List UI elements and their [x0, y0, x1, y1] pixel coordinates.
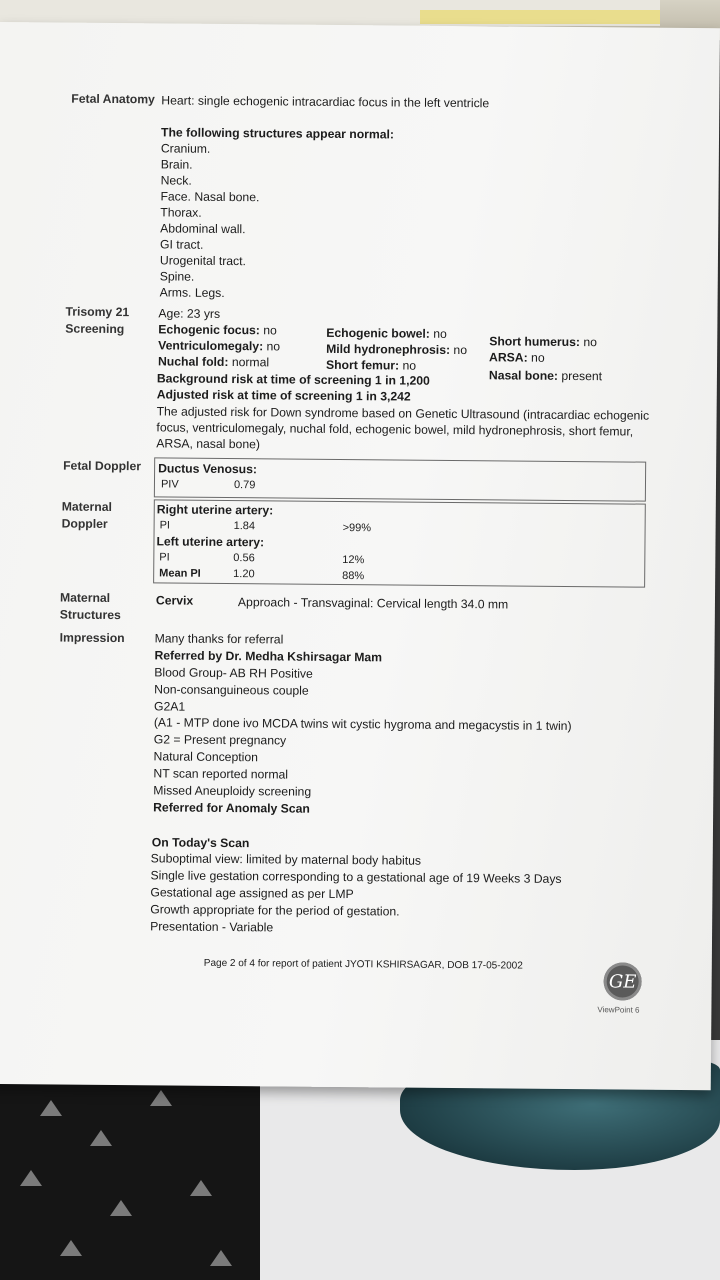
structure-item: Face. Nasal bone.	[160, 189, 260, 205]
short-humerus: Short humerus: no	[489, 334, 597, 350]
piv-value: 0.79	[233, 479, 256, 492]
piv-label: PIV	[160, 478, 179, 491]
risk-note: ARSA, nasal bone)	[156, 436, 261, 452]
impression-line: Missed Aneuploidy screening	[153, 783, 312, 799]
structure-item: Arms. Legs.	[159, 285, 225, 300]
maternal-doppler-label-2: Doppler	[61, 516, 108, 531]
cervix-label: Cervix	[155, 593, 194, 608]
impression-line: Referred by Dr. Medha Kshirsagar Mam	[154, 648, 383, 665]
echogenic-focus: Echogenic focus: no	[158, 322, 277, 338]
todays-scan-line: Gestational age assigned as per LMP	[150, 885, 354, 902]
adjusted-risk: Adjusted risk at time of screening 1 in 3,242	[156, 387, 411, 404]
impression-line: Many thanks for referral	[154, 631, 284, 647]
echogenic-bowel: Echogenic bowel: no	[326, 325, 447, 341]
impression-line: Referred for Anomaly Scan	[153, 800, 310, 816]
cervix-approach: Approach - Transvaginal: Cervical length 34.0 mm	[237, 595, 509, 612]
yellow-highlight	[420, 10, 660, 24]
right-pi-percentile: >99%	[342, 522, 372, 535]
mild-hydronephrosis: Mild hydronephrosis: no	[326, 341, 468, 358]
trisomy-label: Trisomy 21	[65, 304, 130, 320]
mean-pi-value: 1.20	[233, 568, 255, 581]
short-femur: Short femur: no	[325, 357, 417, 373]
structure-item: Brain.	[160, 157, 193, 172]
mean-pi-percentile: 88%	[342, 570, 365, 583]
impression-line: Non-consanguineous couple	[154, 682, 309, 698]
todays-scan-heading: On Today's Scan	[151, 835, 250, 851]
mean-pi-label: Mean PI	[159, 567, 201, 580]
impression-line: (A1 - MTP done ivo MCDA twins wit cystic hygroma and megacystis in 1 twin)	[153, 715, 572, 734]
structure-item: Urogenital tract.	[159, 253, 247, 269]
report-page	[0, 22, 720, 1090]
normal-structures-heading: The following structures appear normal:	[160, 125, 395, 142]
right-pi-value: 1.84	[233, 520, 256, 533]
dark-fabric	[0, 1070, 260, 1280]
maternal-structures-label: Maternal	[59, 590, 111, 605]
left-pi-percentile: 12%	[342, 554, 365, 567]
risk-note: The adjusted risk for Down syndrome based on Genetic Ultrasound (intracardiac echogenic	[156, 404, 650, 423]
todays-scan-line: Suboptimal view: limited by maternal body habitus	[150, 851, 422, 868]
nasal-bone: Nasal bone: present	[488, 368, 603, 384]
todays-scan-line: Growth appropriate for the period of gestation.	[150, 902, 400, 919]
arsa: ARSA: no	[489, 350, 545, 365]
impression-line: NT scan reported normal	[153, 766, 289, 782]
structure-item: Abdominal wall.	[160, 221, 246, 237]
age: Age: 23 yrs	[158, 306, 221, 321]
page-footer: Page 2 of 4 for report of patient JYOTI KSHIRSAGAR, DOB 17-05-2002	[203, 957, 523, 972]
maternal-structures-label-2: Structures	[59, 607, 121, 623]
screening-label: Screening	[65, 321, 125, 337]
structure-item: Cranium.	[160, 141, 211, 156]
maternal-doppler-label: Maternal	[61, 499, 112, 514]
ge-logo: GE	[603, 962, 641, 1000]
right-uterine-artery: Right uterine artery:	[156, 502, 274, 518]
todays-scan-line: Presentation - Variable	[150, 919, 274, 935]
impression-line: Natural Conception	[153, 749, 258, 765]
impression-line: G2A1	[153, 699, 186, 714]
background-risk: Background risk at time of screening 1 in 1,200	[156, 371, 430, 388]
todays-scan-line: Single live gestation corresponding to a gestational age of 19 Weeks 3 Days	[150, 868, 562, 886]
risk-note: focus, ventriculomegaly, nuchal fold, echogenic bowel, mild hydronephrosis, short femur,	[156, 420, 634, 439]
fetal-anatomy-label: Fetal Anatomy	[71, 91, 155, 107]
heart-finding: Heart: single echogenic intracardiac focus in the left ventricle	[161, 93, 490, 111]
impression-line: Blood Group- AB RH Positive	[154, 665, 313, 681]
left-uterine-artery: Left uterine artery:	[156, 534, 265, 550]
left-pi-label: PI	[159, 551, 170, 564]
impression-label: Impression	[59, 630, 125, 646]
fetal-doppler-label: Fetal Doppler	[63, 458, 142, 474]
structure-item: Neck.	[160, 173, 192, 188]
ductus-venosus: Ductus Venosus:	[158, 461, 258, 477]
structure-item: GI tract.	[160, 237, 204, 252]
structure-item: Thorax.	[160, 205, 202, 220]
nuchal-fold: Nuchal fold: normal	[157, 354, 270, 370]
right-pi-label: PI	[159, 519, 171, 532]
ventriculomegaly: Ventriculomegaly: no	[158, 338, 281, 354]
structure-item: Spine.	[159, 269, 195, 284]
left-pi-value: 0.56	[233, 552, 255, 565]
impression-line: G2 = Present pregnancy	[153, 732, 287, 748]
viewpoint-brand: ViewPoint 6	[597, 1005, 640, 1015]
